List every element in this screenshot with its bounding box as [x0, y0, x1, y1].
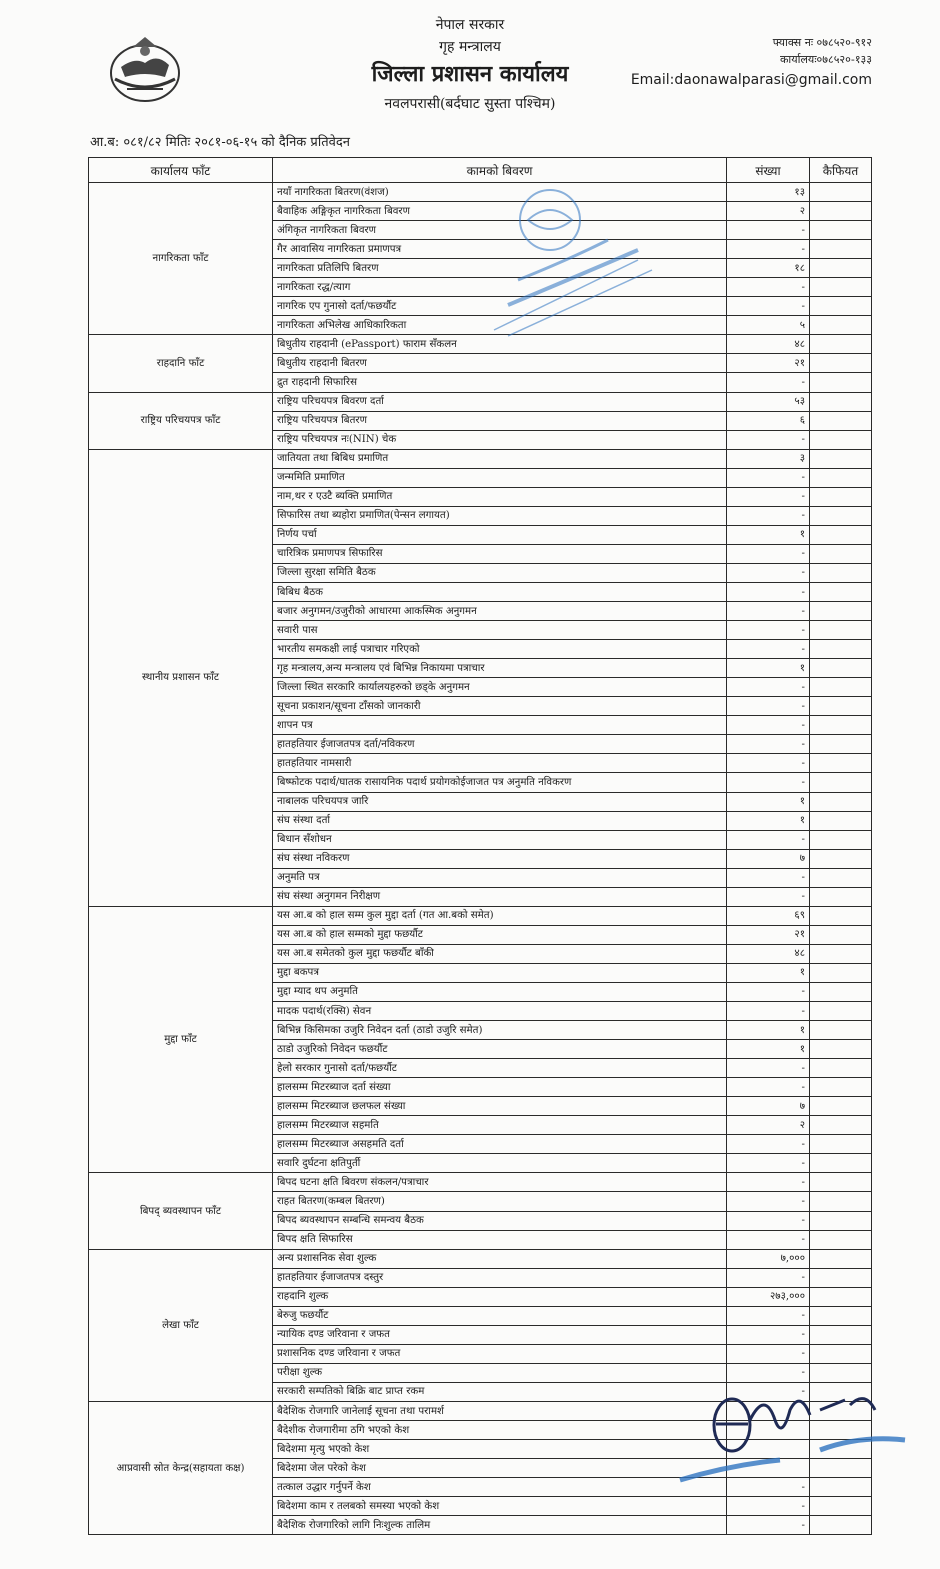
- report-title: आ.ब: ०८१/८२ मितिः २०८१-०६-१५ को दैनिक प्रतिवेदन: [90, 135, 350, 150]
- work-description: राहदानि शुल्क: [273, 1287, 727, 1306]
- work-description: सूचना प्रकाशन/सूचना टाँसको जानकारी: [273, 697, 727, 716]
- remarks-cell: [810, 1021, 872, 1040]
- table-row: [89, 449, 872, 468]
- work-count: -: [727, 1211, 810, 1230]
- work-description: हातहतियार ईजाजतपत्र दस्तुर: [273, 1268, 727, 1287]
- col-header-description: कामको बिवरण: [273, 158, 727, 183]
- remarks-cell: [810, 525, 872, 544]
- work-description: सवारि दुर्घटना क्षतिपुर्ती: [273, 1154, 727, 1173]
- daily-report-table: [88, 157, 872, 1535]
- work-count: २१: [727, 925, 810, 944]
- remarks-cell: [810, 563, 872, 582]
- section-name: राहदानि फाँट: [89, 335, 273, 392]
- section-name: लेखा फाँट: [89, 1249, 273, 1401]
- work-description: यस आ.ब को हाल सम्म कुल मुद्दा दर्ता (गत आ.बको समेत): [273, 906, 727, 925]
- work-count: -: [727, 221, 810, 240]
- remarks-cell: [810, 582, 872, 601]
- work-count: -: [727, 582, 810, 601]
- remarks-cell: [810, 487, 872, 506]
- remarks-cell: [810, 1230, 872, 1249]
- work-description: गृह मन्त्रालय,अन्य मन्त्रालय एवं बिभिन्न निकायमा पत्राचार: [273, 659, 727, 678]
- work-count: १८: [727, 259, 810, 278]
- work-description: संघ संस्था अनुगमन निरीक्षण: [273, 887, 727, 906]
- work-description: सरकारी सम्पतिको बिक्रि बाट प्राप्त रकम: [273, 1382, 727, 1401]
- remarks-cell: [810, 373, 872, 392]
- work-description: बिबिध बैठक: [273, 582, 727, 601]
- remarks-cell: [810, 944, 872, 963]
- work-count: ६९: [727, 906, 810, 925]
- work-count: -: [727, 373, 810, 392]
- work-count: १: [727, 659, 810, 678]
- work-description: प्रशासनिक दण्ड जरिवाना र जफत: [273, 1344, 727, 1363]
- work-count: ७,०००: [727, 1249, 810, 1268]
- work-description: चारित्रिक प्रमाणपत्र सिफारिस: [273, 544, 727, 563]
- work-count: -: [727, 678, 810, 697]
- remarks-cell: [810, 1040, 872, 1059]
- remarks-cell: [810, 1344, 872, 1363]
- work-description: बिदेशमा जेल परेको केश: [273, 1459, 727, 1478]
- work-count: -: [727, 1325, 810, 1344]
- work-description: बैदेशिक रोजगारि जानेलाई सूचना तथा परामर्श: [273, 1402, 727, 1421]
- work-count: -: [727, 697, 810, 716]
- work-count: -: [727, 621, 810, 640]
- remarks-cell: [810, 887, 872, 906]
- work-description: निर्णय पर्चा: [273, 525, 727, 544]
- work-description: द्रुत राहदानी सिफारिस: [273, 373, 727, 392]
- work-count: -: [727, 1154, 810, 1173]
- work-count: -: [727, 830, 810, 849]
- work-count: -: [727, 1173, 810, 1192]
- work-description: शापन पत्र: [273, 716, 727, 735]
- table-row: [89, 335, 872, 354]
- work-count: -: [727, 1478, 810, 1497]
- work-description: बिदेशमा काम र तलबको समस्या भएको केश: [273, 1497, 727, 1516]
- section-name: बिपद् ब्यवस्थापन फाँट: [89, 1173, 273, 1249]
- work-description: परीक्षा शुल्क: [273, 1363, 727, 1382]
- remarks-cell: [810, 1268, 872, 1287]
- remarks-cell: [810, 278, 872, 297]
- phone-number: कार्यालयः०७८५२०-१३३: [779, 53, 872, 66]
- work-description: नाम,थर र एउटै ब्यक्ति प्रमाणित: [273, 487, 727, 506]
- work-count: -: [727, 430, 810, 449]
- office-location: नवलपरासी(बर्दघाट सुस्ता पश्चिम): [384, 96, 556, 112]
- work-description: सवारी पास: [273, 621, 727, 640]
- work-count: २: [727, 202, 810, 221]
- work-description: बिपद क्षति सिफारिस: [273, 1230, 727, 1249]
- work-description: राहत बितरण(कम्बल बितरण): [273, 1192, 727, 1211]
- work-count: १: [727, 811, 810, 830]
- work-count: -: [727, 278, 810, 297]
- remarks-cell: [810, 468, 872, 487]
- remarks-cell: [810, 1459, 872, 1478]
- work-description: संघ संस्था नविकरण: [273, 849, 727, 868]
- work-description: ठाडो उजुरिको निवेदन फछर्यौट: [273, 1040, 727, 1059]
- remarks-cell: [810, 1116, 872, 1135]
- work-count: -: [727, 544, 810, 563]
- work-description: हालसम्म मिटरब्याज दर्ता संख्या: [273, 1078, 727, 1097]
- table-header-row: [89, 158, 872, 183]
- remarks-cell: [810, 754, 872, 773]
- work-description: गैर आवासिय नागरिकता प्रमाणपत्र: [273, 240, 727, 259]
- work-description: यस आ.ब समेतको कुल मुद्दा फछर्यौट बाँकी: [273, 944, 727, 963]
- work-count: १: [727, 792, 810, 811]
- remarks-cell: [810, 1002, 872, 1021]
- remarks-cell: [810, 1059, 872, 1078]
- table-row: [89, 183, 872, 202]
- work-count: -: [727, 1344, 810, 1363]
- work-count: [727, 1440, 810, 1459]
- table-row: [89, 906, 872, 925]
- remarks-cell: [810, 1249, 872, 1268]
- work-description: बजार अनुगमन/उजुरीको आधारमा आकस्मिक अनुगमन: [273, 602, 727, 621]
- section-name: मुद्दा फाँट: [89, 906, 273, 1173]
- remarks-cell: [810, 811, 872, 830]
- work-description: मुद्दा बकपत्र: [273, 963, 727, 982]
- work-description: संघ संस्था दर्ता: [273, 811, 727, 830]
- remarks-cell: [810, 735, 872, 754]
- work-count: २७३,०००: [727, 1287, 810, 1306]
- work-description: बिपद ब्यवस्थापन सम्बन्धि समन्वय बैठक: [273, 1211, 727, 1230]
- work-count: ३: [727, 449, 810, 468]
- remarks-cell: [810, 221, 872, 240]
- work-count: ४८: [727, 335, 810, 354]
- remarks-cell: [810, 868, 872, 887]
- email-address: Email:daonawalparasi@gmail.com: [630, 72, 872, 88]
- work-count: -: [727, 1306, 810, 1325]
- remarks-cell: [810, 1173, 872, 1192]
- fax-number: फ्याक्स नः ०७८५२०-९१२: [772, 36, 872, 49]
- table-row: [89, 1173, 872, 1192]
- contact-info: [631, 34, 872, 90]
- work-count: -: [727, 1230, 810, 1249]
- work-count: -: [727, 1363, 810, 1382]
- table-row: [89, 392, 872, 411]
- work-count: -: [727, 1059, 810, 1078]
- work-description: बैवाहिक अङ्गिकृत नागरिकता बिवरण: [273, 202, 727, 221]
- work-count: -: [727, 754, 810, 773]
- work-count: ५: [727, 316, 810, 335]
- remarks-cell: [810, 202, 872, 221]
- office-name: जिल्ला प्रशासन कार्यालय: [371, 61, 569, 87]
- work-count: -: [727, 1135, 810, 1154]
- work-description: हालसम्म मिटरब्याज असहमति दर्ता: [273, 1135, 727, 1154]
- work-description: मादक पदार्थ(रक्सि) सेवन: [273, 1002, 727, 1021]
- remarks-cell: [810, 430, 872, 449]
- work-count: -: [727, 1497, 810, 1516]
- work-description: बिधान सँशोधन: [273, 830, 727, 849]
- work-count: -: [727, 506, 810, 525]
- work-description: नागरिक एप गुनासो दर्ता/फछर्यौट: [273, 297, 727, 316]
- remarks-cell: [810, 1402, 872, 1421]
- work-description: जिल्ला सुरक्षा समिति बैठक: [273, 563, 727, 582]
- remarks-cell: [810, 1440, 872, 1459]
- table-row: [89, 1249, 872, 1268]
- remarks-cell: [810, 1211, 872, 1230]
- work-count: -: [727, 735, 810, 754]
- section-name: आप्रवासी स्रोत केन्द्र(सहायता कक्ष): [89, 1402, 273, 1535]
- work-description: अंगिकृत नागरिकता बिवरण: [273, 221, 727, 240]
- work-count: ७: [727, 849, 810, 868]
- section-name: राष्ट्रिय परिचयपत्र फाँट: [89, 392, 273, 449]
- remarks-cell: [810, 183, 872, 202]
- remarks-cell: [810, 411, 872, 430]
- remarks-cell: [810, 335, 872, 354]
- remarks-cell: [810, 1078, 872, 1097]
- remarks-cell: [810, 1497, 872, 1516]
- remarks-cell: [810, 544, 872, 563]
- table-row: [89, 1402, 872, 1421]
- work-description: हातहतियार नामसारी: [273, 754, 727, 773]
- work-count: १: [727, 963, 810, 982]
- work-description: बिभिन्न किसिमका उजुरि निवेदन दर्ता (ठाडो उजुरि समेत): [273, 1021, 727, 1040]
- remarks-cell: [810, 316, 872, 335]
- work-description: बेरुजु फछर्यौट: [273, 1306, 727, 1325]
- work-description: हालसम्म मिटरब्याज छलफल संख्या: [273, 1097, 727, 1116]
- work-description: जिल्ला स्थित सरकारि कार्यालयहरुको छड्के अनुगमन: [273, 678, 727, 697]
- section-name: नागरिकता फाँट: [89, 183, 273, 335]
- work-count: २: [727, 1116, 810, 1135]
- work-count: -: [727, 982, 810, 1001]
- remarks-cell: [810, 678, 872, 697]
- work-description: नागरिकता रद्ध/त्याग: [273, 278, 727, 297]
- work-description: अन्य प्रशासनिक सेवा शुल्क: [273, 1249, 727, 1268]
- work-description: बिष्फोटक पदार्थ/घातक रासायनिक पदार्थ प्रयोगकोईजाजत पत्र अनुमति नविकरण: [273, 773, 727, 792]
- remarks-cell: [810, 1097, 872, 1116]
- work-description: सिफारिस तथा ब्यहोरा प्रमाणित(पेन्सन लगायत): [273, 506, 727, 525]
- remarks-cell: [810, 830, 872, 849]
- remarks-cell: [810, 354, 872, 373]
- remarks-cell: [810, 1363, 872, 1382]
- remarks-cell: [810, 1382, 872, 1401]
- work-description: जातियता तथा बिबिध प्रमाणित: [273, 449, 727, 468]
- work-description: राष्ट्रिय परिचयपत्र बिवरण दर्ता: [273, 392, 727, 411]
- work-description: बिधुतीय राहदानी (ePassport) फाराम सँकलन: [273, 335, 727, 354]
- ministry-name: गृह मन्त्रालय: [439, 39, 501, 55]
- remarks-cell: [810, 982, 872, 1001]
- col-header-count: संख्या: [727, 158, 810, 183]
- remarks-cell: [810, 392, 872, 411]
- work-count: -: [727, 468, 810, 487]
- work-description: तत्काल उद्धार गर्नुपर्ने केश: [273, 1478, 727, 1497]
- work-count: ४८: [727, 944, 810, 963]
- work-description: बैदेशीक रोजगारीमा ठगि भएको केश: [273, 1421, 727, 1440]
- work-count: -: [727, 487, 810, 506]
- remarks-cell: [810, 1421, 872, 1440]
- work-count: [727, 1421, 810, 1440]
- remarks-cell: [810, 906, 872, 925]
- remarks-cell: [810, 925, 872, 944]
- work-description: हालसम्म मिटरब्याज सहमति: [273, 1116, 727, 1135]
- remarks-cell: [810, 1135, 872, 1154]
- work-count: -: [727, 868, 810, 887]
- work-count: ७: [727, 1097, 810, 1116]
- table-body: [89, 183, 872, 1535]
- remarks-cell: [810, 1154, 872, 1173]
- remarks-cell: [810, 659, 872, 678]
- work-count: -: [727, 640, 810, 659]
- work-count: -: [727, 1078, 810, 1097]
- remarks-cell: [810, 963, 872, 982]
- work-count: -: [727, 240, 810, 259]
- work-description: यस आ.ब को हाल सम्मको मुद्दा फछर्यौट: [273, 925, 727, 944]
- work-description: राष्ट्रिय परिचयपत्र नः(NIN) चेक: [273, 430, 727, 449]
- remarks-cell: [810, 640, 872, 659]
- work-count: -: [727, 1516, 810, 1535]
- work-count: -: [727, 1192, 810, 1211]
- col-header-section: कार्यालय फाँट: [89, 158, 273, 183]
- remarks-cell: [810, 449, 872, 468]
- work-description: नयाँ नागरिकता बितरण(वंशज): [273, 183, 727, 202]
- work-count: ६: [727, 411, 810, 430]
- work-count: [727, 1402, 810, 1421]
- remarks-cell: [810, 1306, 872, 1325]
- remarks-cell: [810, 792, 872, 811]
- work-count: -: [727, 887, 810, 906]
- remarks-cell: [810, 297, 872, 316]
- work-count: १: [727, 1021, 810, 1040]
- work-count: -: [727, 563, 810, 582]
- col-header-remarks: कैफियत: [810, 158, 872, 183]
- work-description: नागरिकता प्रतिलिपि बितरण: [273, 259, 727, 278]
- remarks-cell: [810, 1516, 872, 1535]
- work-count: १: [727, 525, 810, 544]
- remarks-cell: [810, 697, 872, 716]
- work-count: १: [727, 1040, 810, 1059]
- work-count: -: [727, 1382, 810, 1401]
- remarks-cell: [810, 1325, 872, 1344]
- remarks-cell: [810, 849, 872, 868]
- work-description: जन्ममिति प्रमाणित: [273, 468, 727, 487]
- work-count: -: [727, 1268, 810, 1287]
- remarks-cell: [810, 1478, 872, 1497]
- work-description: हातहतियार ईजाजतपत्र दर्ता/नविकरण: [273, 735, 727, 754]
- work-description: न्यायिक दण्ड जरिवाना र जफत: [273, 1325, 727, 1344]
- work-description: अनुमति पत्र: [273, 868, 727, 887]
- work-description: मुद्दा म्याद थप अनुमति: [273, 982, 727, 1001]
- work-count: -: [727, 773, 810, 792]
- govt-name: नेपाल सरकार: [435, 17, 505, 33]
- work-description: नाबालक परिचयपत्र जारि: [273, 792, 727, 811]
- work-count: -: [727, 297, 810, 316]
- remarks-cell: [810, 1287, 872, 1306]
- remarks-cell: [810, 621, 872, 640]
- remarks-cell: [810, 1192, 872, 1211]
- remarks-cell: [810, 773, 872, 792]
- letterhead: [0, 0, 940, 130]
- work-count: २१: [727, 354, 810, 373]
- remarks-cell: [810, 602, 872, 621]
- work-description: भारतीय समकक्षी लाई पत्राचार गरिएको: [273, 640, 727, 659]
- remarks-cell: [810, 259, 872, 278]
- remarks-cell: [810, 716, 872, 735]
- nepal-emblem-icon: [105, 33, 185, 105]
- work-count: ५३: [727, 392, 810, 411]
- work-count: -: [727, 716, 810, 735]
- remarks-cell: [810, 240, 872, 259]
- work-count: [727, 1459, 810, 1478]
- remarks-cell: [810, 506, 872, 525]
- work-description: राष्ट्रिय परिचयपत्र बितरण: [273, 411, 727, 430]
- work-count: -: [727, 602, 810, 621]
- section-name: स्थानीय प्रशासन फाँट: [89, 449, 273, 906]
- work-description: बैदेशिक रोजगारिको लागि निःशुल्क तालिम: [273, 1516, 727, 1535]
- work-count: १३: [727, 183, 810, 202]
- work-count: -: [727, 1002, 810, 1021]
- work-description: हेलो सरकार गुनासो दर्ता/फछर्यौट: [273, 1059, 727, 1078]
- work-description: बिधुतीय राहदानी बितरण: [273, 354, 727, 373]
- work-description: बिदेशमा मृत्यु भएको केश: [273, 1440, 727, 1459]
- work-description: बिपद घटना क्षति बिवरण संकलन/पत्राचार: [273, 1173, 727, 1192]
- work-description: नागरिकता अभिलेख आधिकारिकता: [273, 316, 727, 335]
